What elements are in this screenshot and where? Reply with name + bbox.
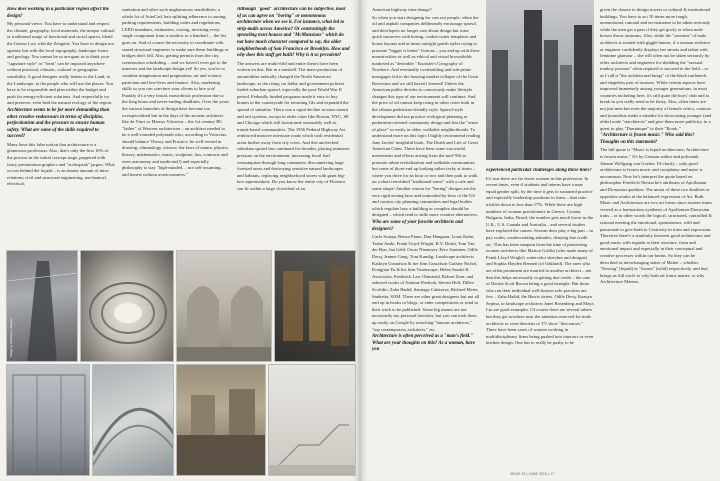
- courtyard-graphic-icon: [177, 365, 266, 476]
- body-paragraph: American highway interchange?: [372, 7, 432, 12]
- photo-stone-courtyard: [176, 364, 266, 476]
- page-footer: ISSUE 25 | JUNE 2015 | 17: [510, 472, 555, 476]
- photo-white-interior: [268, 364, 356, 476]
- photo-arched-hall: [176, 250, 272, 362]
- photo-spiral-interior: [80, 250, 174, 362]
- body-paragraph: Many have this false notion that architecture is a glamorous profession. Also, that's only the first 10% of the process in the initial concept stage, peppered with fancy presentation graphics and "archispeak" jargon. What occurs behind the façade – is an insane amount of intra-relations; civil and structural engineering, mechanical, electrical,: [7, 141, 115, 187]
- body-paragraph: The full quote is "Music is liquid architecture; Architecture is frozen music." It's by German author and polymath Johann Wolfgang von Goethe. I'd clarify – only good architecture is frozen music and cacophony and noise is uncommon. Now let's interpret the quote based on philosopher Friedrich Nietzsche's attributes of Apollonian and Dionysian qualities. The union of these two dualities or opposites results in the balanced expression of Art. Both Music and Architecture are two art forms since ancient times viewed as a harmonious synthesis of Apollonian-Dionysian traits – or in other words the logical, structured, controlled & rational meeting the emotional, spontaneous, wild and passionate to give birth to Creativity in form and expression. Therefore there's a similarity between good architecture and good music with regards to their structure, form and emotional impact and especially in their conceptual and creative processes within our brains. So they can be described as interchanging states of Matter – whether "flowing" (liquid) or "frozen" (solid) respectively, and that brings us full circle to why both art forms matter, or why Architecture Matters.: [600, 147, 712, 285]
- right-page: [360, 0, 720, 481]
- left-column-3: [237, 7, 350, 247]
- body-paragraph: sanitation and other such unglamorous sensibilities, a whole lot of AutoCad, hair splitting adherence to zoning, parking requirements, building codes and regulations, LEED mandates, estimation, costing, investing every single component from a window to a handrail… the list goes on. And of course the necessity to coordinate with sound structural engineers to make sure these buildings or bridges don't fall. Also, getting permits from the city, construction scheduling… and we haven't even got to the interiors and the landscape design yet! So yes, you've to combine imagination and pragmatism, art and science; patricians and low-lives and finance. Also, marketing skills so you can convince your clients to hire you! Frankly it's a very brutal, masochistic profession due to the long hours and never-ending deadlines. Over the years the various branches of design have become too overspecialised but in the days of the ancient architects like da Vinci or Marcus Vitruvius – the 1st century BC "father" of Western architecture – an architect needed to be a well-rounded polymath who, according to Vitruvius, should balance Theory and Practice, be well-versed in drawing, climatology, science, the laws of nature, physics, history, mathematics, music, sculpture, law, contracts and even astronomy and medicine(!) and especially philosophy to stay "high-minded… not self-assuming… and honest without avariciousness.": [122, 7, 230, 177]
- photo-night-interior: [274, 250, 356, 362]
- right-column-1: [372, 7, 480, 473]
- interview-question: Who are some of your favorite architects and designers?: [372, 220, 463, 232]
- interview-question: "Architecture is frozen music." Who said this? Thoughts on this statement?: [600, 133, 695, 145]
- body-paragraph: It's true there are far fewer women in this profession. In recent times, even if students and interns have a near equal gender split, by the time it gets to sustained practice and especially leadership positions in firms – that ratio trickles down to less than 17%. While there are high numbers of woman practitioners in Greece, Croatia, Bulgaria, India, Brazil, the number gets much lower in the U.K., U.S. Canada and Australia – and several studies have explored the causes. Sexism does play a big part – in pay scales, condescending attitudes, denying due credit etc. This has been rampant from the time of pioneering women architects like Marion Griffin (who made many of Frank Lloyd Wright's watercolor sketches and designs) and Sophia Hayden Bennett (of Oakland). The ones who are often prominent are married to another architect – not that this helps necessarily in getting due credit – the case of Denise Scott Brown being a good example. But those who run their individual well-known solo practices are few – Zaha Hadid, the Harris sisters, Odile Decq, Kazuyo Sejima, or landscape architects Janet Rosenberg and Maya Lin are good examples. Of course there are several others but they get nowhere near the attention reserved for male architects or even theorists or TV show "decorators." There have been cases of women working in multidisciplinary firms being pushed into interiors or even kitchen design. One has to really be pushy to be: [486, 175, 594, 346]
- photo-city-skyline: [486, 0, 594, 160]
- body-paragraph: My personal views: You have to understand and respect the climate, geography, local materials, the unique cultural or traditional usage of functional and social spaces, blend the Genius Loci with the Zeitgeist. You have to design not against, but with the local topography, landscape forms and geology. You cannot be so arrogant as to think your "signature style" or "form" can be imposed anywhere without practical, climatic, cultural or geographic sensibility. A good designer really listens to the Land, to the Landscape, to the people who will use the places. You have to be responsible and plan within the budget and push for energy-efficient solutions. And respectfully try and preserve, even heal the natural ecology of the region.: [7, 21, 115, 106]
- curve-graphic-icon: [93, 365, 174, 476]
- interview-question: Architecture is often perceived as a "man's field." What are your thoughts on this? As a woman, have you: [372, 334, 476, 353]
- body-paragraph: So when you start designing for cars not people, when the oil and asphalt companies deliberately encourage sprawl, and developers no longer care about design but want quick turnovers with boring, cookie-cutter templates and house layouts and at times outright garish styles trying to promote "bigger is better" fictions – you end up with these monstrosities as well as ethical and visual brownfields marketed as "desirable." Kunstler's Geography of Nowhere. And eventually overbuilding and sub-prime mortgages led to the housing market collapse of the Great Recession and we still haven't learned! Unless the American public decides to consciously make lifestyle changes this type of our environment will continue. And the price of oil cannot keep rising in other cities built in the vibrant pedestrian-friendly style. Sprawl-style development did not practice ecological planning or pedestrian-oriented community design and lost the "sense of place" so easily in older, walkable neighborhoods. To understand more on this topic I highly recommend reading Jane Jacobs' insightful book, The Death and Life of Great American Cities. There have been some successful movements and efforts arising from the mid-'90s to promote urban revitalization and walkable communities but some of those end up looking rather tacky at times – where you drive for an hour or two and then park to walk on a short retrofitted "traditional street" with a cafe and some shops! Another reason for "boring" designs are the very rigid zoning laws and outmoded by-laws of the US and various city planning committees and legal bodies which regulate how a building or complex should be designed – which tend to stifle more creative alternatives.: [372, 14, 480, 218]
- right-column-2: [486, 168, 594, 473]
- left-column-1: [7, 7, 115, 247]
- interview-question: experienced particular challenges along these lines?: [486, 168, 592, 173]
- lights-graphic-icon: [275, 251, 356, 362]
- interview-question: How does working in a particular region affect the design?: [7, 7, 110, 19]
- body-paragraph: Carlo Scarpa, Renzo Piano, Dan Hanganu, Louis Kahn, Tadao Ando, Frank Lloyd Wright, B.V. Doshi, Tom Van der Ryn, Jan Gehl, Oscar Niemeyer, Eero Saarinen, Odile Decq, Jeanne Gang, Tom Kundig; Landscape architects Kathryn Gustafson & her firm Gustafson Guthrie Nichol, Kongjian Yu & his firm Turenscape, Helen Sasaki & Associates, Frederick Law Olmstead, Robert Zion; and selected works of Antoine Predock, Steven Holl, Diller-Scofidio, Zaha Hadid, Santiago Calatrava, Richard Meier, Snøhetta, SOM. There are other great designers but not all end up in books or blogs, or enter competitions or send in their work to be published. Some big names are not necessarily my personal favorites, but you can look them up easily on Google by searching "famous architects," "top contemporary architects," etc.: [372, 234, 480, 332]
- photo-caption: Image by Skidmore's Rayner: [9, 318, 13, 357]
- spiral-graphic-icon: [81, 251, 174, 362]
- photo-glass-facade: [6, 364, 90, 476]
- body-paragraph: The answers are multi-fold and entire theses have been written on this. But in a nutshell: The mass-production of automobiles radically changed the North American landscape, as the rising car lobby and government policies fueled suburban sprawl, especially the post-World War II period. Federally funded programs made it easy to buy homes in the countryside for returning GIs and expanded the spread of suburbia. There was a rapid decline in mass transit and rail systems, except in older cities like Boston, NYC, SF and Chicago which still functioned reasonably well as transit-based communities. The 1956 Federal Highway Act reinforced massive interstate roads which took residential areas further away from city cores. And this unchecked suburban sprawl has continued for decades, placing immense pressure on the environment, increasing fossil fuel consumption through long commutes; disconnecting large forested areas and destroying sensitive natural landscapes and habitats, replacing neighborhood stores with giant big-box supermarkets. Do you know the entire city of Florence can fit within a large cloverleaf of an: [237, 60, 350, 192]
- facade-graphic-icon: [7, 365, 90, 476]
- arches-graphic-icon: [177, 251, 272, 362]
- photo-tower-crane: [6, 250, 78, 362]
- photo-curved-structure: [92, 364, 174, 476]
- staircase-graphic-icon: [269, 365, 356, 476]
- interview-question: Although "good" architecture can be subjective, most of us can agree on "boring" or monotonous architecture when we see it. For instance, what led to strip-malls across America? Or contrastingly the sprawling tract houses and "McMansions" which do not have much character compared to say, the older neighborhoods of San Francisco or Brooklyn. How and why does this stuff get built? Why is it so prevalent?: [237, 7, 350, 59]
- left-column-2: [122, 7, 230, 247]
- right-column-3: [600, 7, 712, 473]
- tower-graphic-icon: [7, 251, 78, 362]
- photo-grid: [6, 250, 356, 476]
- interview-question: Architecture seems to be far more demanding than other creative endeavours in terms of discipline, perfectionism and the pressure to ensure human safety. What are some of the skills required to succeed?: [7, 107, 110, 140]
- body-paragraph: given the chance to design towers or cultural & institutional buildings. You have to act 10 times more tough, unemotional, rational and no-nonsense to be taken seriously while the men get a pass if they get goofy or when male bosses throw tantrums. Also, while the "sexiness" of male architects is treated with giggle humor, if a woman architect or engineer confidently displays her smarts and talent with feminine glamour – she will often not be taken seriously by other architects and engineers for shedding the "asexual tomboy persona" often required to succeed in the field – or as I call it "the architectural burqa" of the black turtleneck and shapeless pair of trousers. While certain aspects have improved immensely among younger generations, in most countries including here, it's still quite the boys' club and to break in you really need to be fiesty. Also, often times are not just men but even the majority of female critics, curators and journalists make a mistake for showcasing younger (and older) male "starchitects" and give them more publicity, in a quest to play "Dominique" to their "Roark.": [600, 7, 712, 131]
